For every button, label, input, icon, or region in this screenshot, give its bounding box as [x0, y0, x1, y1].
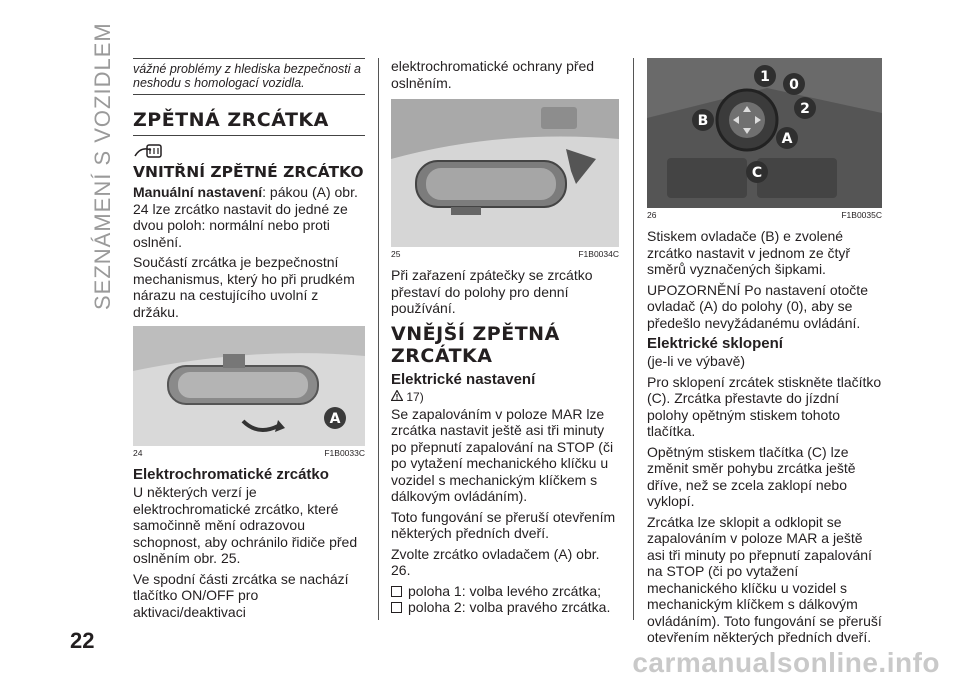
bullet-square-icon — [391, 586, 402, 597]
bullet-item: poloha 2: volba pravého zrcátka. — [391, 599, 619, 616]
warning-reference-number: 17) — [406, 389, 424, 404]
electric-fold-subtitle: (je-li ve výbavě) — [647, 353, 746, 369]
column-divider — [633, 58, 634, 620]
mirror-warning-icon — [133, 142, 365, 160]
figure-26-label-2: 2 — [800, 101, 810, 117]
select-mirror-paragraph: Zvolte zrcátko ovladačem (A) obr. 26. — [391, 545, 600, 578]
figure-26-caption: 26 F1B0035C — [647, 210, 882, 220]
section-title-outer-mirrors: VNĚJŠÍ ZPĚTNÁ ZRCÁTKA — [391, 322, 560, 367]
column-1 — [133, 58, 365, 624]
electrochromic-title: Elektrochromatické zrcátko — [133, 466, 329, 483]
column-3 — [647, 58, 882, 650]
figure-26 — [647, 58, 882, 208]
figure-24-label-a: A — [329, 411, 341, 427]
caution-paragraph: UPOZORNĚNÍ Po nastavení otočte ovladač (A) do polohy (0), aby se předešlo nevyžádanému ovládání. — [647, 281, 868, 331]
bullet-item: poloha 1: volba levého zrcátka; — [391, 583, 619, 600]
electric-adjust-title: Elektrické nastavení — [391, 370, 536, 388]
figure-26-label-a: A — [781, 131, 793, 147]
continued-paragraph: elektrochromatické ochrany před oslněním. — [391, 58, 595, 91]
electrochromic-paragraph-1: U některých verzí je elektrochromatické zrcátko, které samočinně mění odrazovou schopnost, aby ochránilo řidiče před oslněním obr. 25. — [133, 484, 358, 566]
subsection-title-inner-mirror: VNITŘNÍ ZPĚTNÉ ZRCÁTKO — [133, 163, 364, 181]
safety-note: vážné problémy z hlediska bezpečnosti a neshodu s homologací vozidla. — [133, 58, 365, 95]
manual-adjust-text: : pákou (A) obr. 24 lze zrcátko nastavit do jedné ze dvou poloh: normální nebo proti oslnění. — [133, 184, 358, 250]
divider — [133, 135, 365, 136]
electrochromic-paragraph-2: Ve spodní části zrcátka se nachází tlačítko ON/OFF pro aktivaci/deaktivaci — [133, 570, 349, 620]
watermark: carmanualsonline.info — [632, 647, 940, 678]
electric-fold-title: Elektrické sklopení — [647, 335, 783, 352]
warning-triangle-icon — [391, 390, 403, 401]
column-2 — [391, 58, 619, 616]
section-title-mirrors: ZPĚTNÁ ZRCÁTKA — [133, 109, 329, 131]
reverse-gear-paragraph: Při zařazení zpátečky se zrcátko přestaví do polohy pro denní používání. — [391, 267, 593, 316]
figure-26-label-0: 0 — [789, 77, 799, 93]
page-number: 22 — [70, 628, 95, 653]
adjust-direction-paragraph: Stiskem ovladače (B) e zvolené zrcátko nastavit v jednom ze čtyř směrů vyznačených šipkami. — [647, 228, 851, 277]
manual-adjust-label: Manuální nastavení — [133, 184, 263, 200]
figure-25-caption: 25 F1B0034C — [391, 249, 619, 259]
manual-adjust-paragraph — [133, 184, 365, 250]
fold-paragraph-1: Pro sklopení zrcátek stiskněte tlačítko (C). Zrcátka přestavte do jízdní polohy opětným stiskem tohoto tlačítka. — [647, 373, 882, 439]
fold-paragraph-3: Zrcátka lze sklopit a odklopit se zapalováním v poloze MAR a ještě asi tři minuty po přepnutí zapalování na STOP (či po vytažení mechanického klíčku u vozidel s mechanickým klíčkem s dálkovým ovládáním). Toto fungování se přeruší otevřením některých předních dveří. — [647, 513, 882, 645]
figure-24-caption: 24 F1B0033C — [133, 448, 365, 458]
bullet-square-icon — [391, 602, 402, 613]
figure-25 — [391, 99, 619, 247]
figure-26-label-b: B — [697, 113, 709, 129]
warning-reference — [391, 390, 619, 404]
chapter-side-tab: SEZNÁMENÍ S VOZIDLEM — [90, 22, 115, 310]
safety-mechanism-paragraph: Součástí zrcátka je bezpečnostní mechanismus, který ho při prudkém nárazu na cestujícího uvolní z držáku. — [133, 254, 355, 320]
door-open-paragraph: Toto fungování se přeruší otevřením některých předních dveří. — [391, 508, 616, 541]
figure-26-label-c: C — [751, 165, 763, 181]
fold-paragraph-2: Opětným stiskem tlačítka (C) lze změnit směr pohybu zrcátka ještě dříve, než se zcela zaklopí nebo vyklopí. — [647, 443, 856, 509]
figure-24 — [133, 326, 365, 446]
ignition-paragraph: Se zapalováním v poloze MAR lze zrcátka nastavit ještě asi tři minuty po přepnutí zapalování na STOP (či po vytažení mechanického klíčku u vozidel s mechanickým klíčkem s dálkovým ovládáním). — [391, 405, 614, 504]
column-divider — [378, 58, 379, 620]
figure-26-label-1: 1 — [760, 69, 770, 85]
